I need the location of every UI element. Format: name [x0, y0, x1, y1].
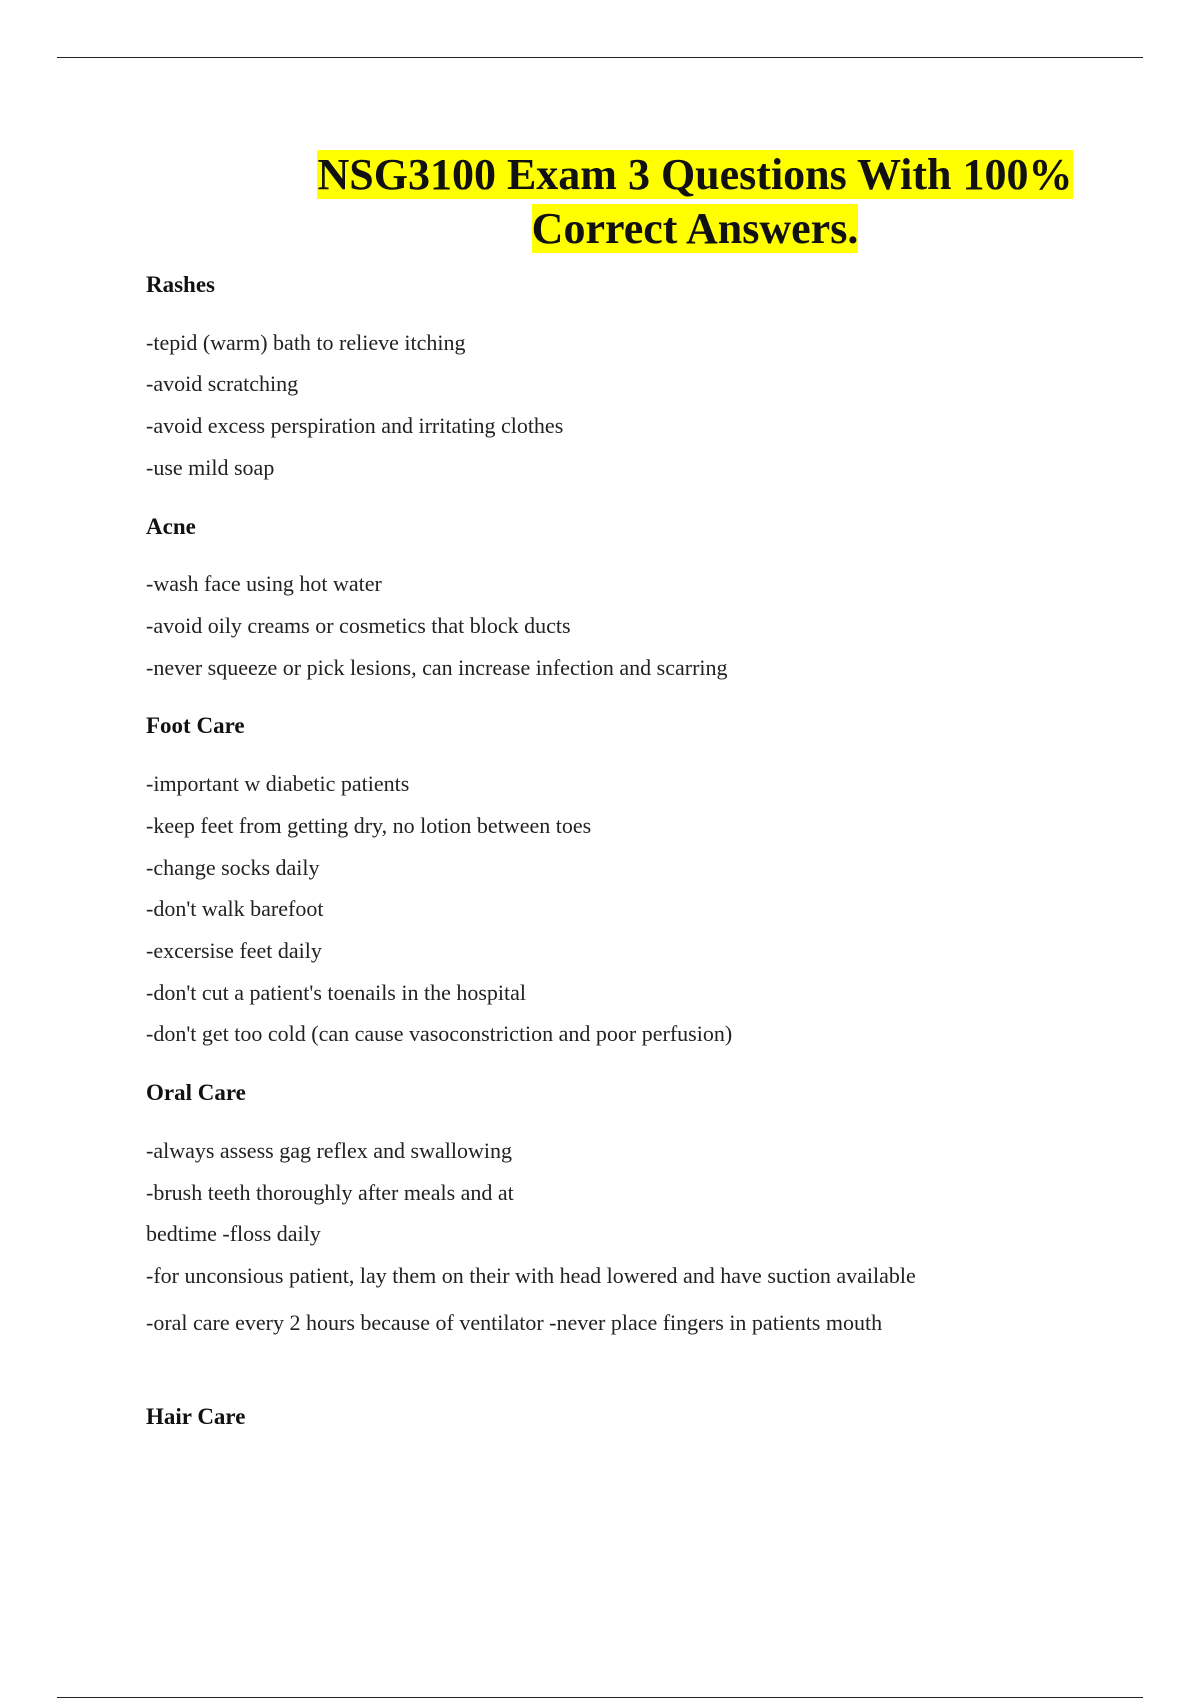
- bottom-divider: [57, 1697, 1143, 1698]
- list-item: -avoid excess perspiration and irritating clothes: [146, 413, 564, 438]
- list-item: -never squeeze or pick lesions, can increase infection and scarring: [146, 655, 728, 680]
- section-heading-oral-care: Oral Care: [146, 1080, 246, 1105]
- list-item: -change socks daily: [146, 855, 320, 880]
- top-divider: [57, 57, 1143, 58]
- list-item: -avoid scratching: [146, 371, 299, 396]
- section-heading-acne: Acne: [146, 514, 196, 539]
- list-item: -don't get too cold (can cause vasoconstriction and poor perfusion): [146, 1021, 733, 1046]
- list-item: -wash face using hot water: [146, 571, 382, 596]
- list-item: -tepid (warm) bath to relieve itching: [146, 330, 466, 355]
- list-item: bedtime -floss daily: [146, 1221, 321, 1246]
- list-item: -important w diabetic patients: [146, 771, 410, 796]
- list-item: -keep feet from getting dry, no lotion between toes: [146, 813, 592, 838]
- section-heading-hair-care: Hair Care: [146, 1404, 246, 1429]
- list-item: -excersise feet daily: [146, 938, 322, 963]
- title-line-1: NSG3100 Exam 3 Questions With 100%: [317, 150, 1073, 199]
- list-item: -don't walk barefoot: [146, 896, 324, 921]
- list-item: -oral care every 2 hours because of ventilator -never place fingers in patients mouth: [146, 1310, 883, 1335]
- list-item: -always assess gag reflex and swallowing: [146, 1138, 512, 1163]
- document-title: [130, 148, 1200, 256]
- list-item: -avoid oily creams or cosmetics that block ducts: [146, 613, 571, 638]
- list-item: -use mild soap: [146, 455, 275, 480]
- list-item: -brush teeth thoroughly after meals and at: [146, 1180, 514, 1205]
- section-heading-rashes: Rashes: [146, 272, 216, 297]
- list-item: -don't cut a patient's toenails in the hospital: [146, 980, 527, 1005]
- title-line-2: Correct Answers.: [531, 204, 859, 253]
- section-heading-foot-care: Foot Care: [146, 713, 245, 738]
- list-item: -for unconsious patient, lay them on their with head lowered and have suction available: [146, 1263, 916, 1288]
